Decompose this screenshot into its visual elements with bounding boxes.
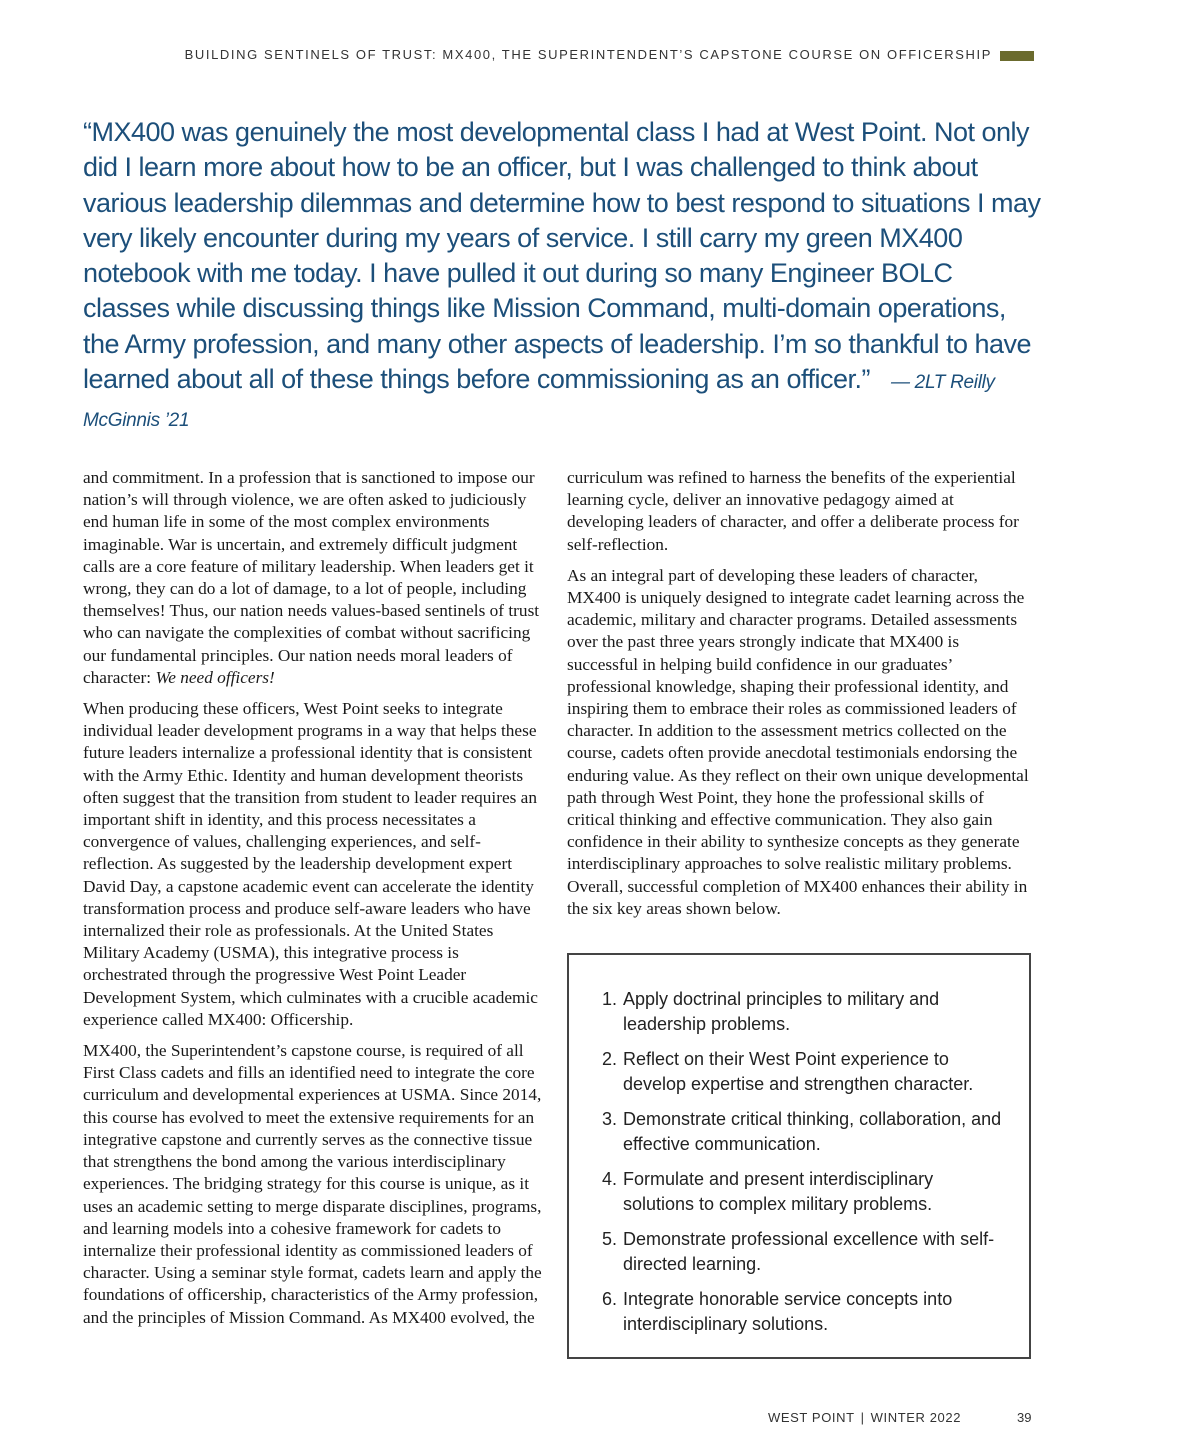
footer (768, 1410, 961, 1425)
running-header: BUILDING SENTINELS OF TRUST: MX400, THE SUPERINTENDENT’S CAPSTONE COURSE ON OFFICERSHIP (184, 47, 992, 62)
list-text: Demonstrate critical thinking, collaboration, and effective communication. (623, 1109, 1002, 1154)
list-number: 5. (602, 1229, 618, 1249)
list-text: Apply doctrinal principles to military and leadership problems. (623, 989, 940, 1034)
list-number: 4. (602, 1169, 618, 1189)
list-text: Demonstrate professional excellence with self-directed learning. (623, 1229, 995, 1274)
list-number: 2. (602, 1049, 618, 1069)
pull-quote-attribution: — 2LT Reilly McGinnis ’21 (83, 372, 995, 432)
body-paragraph: When producing these officers, West Point seeks to integrate individual leader development programs in a way that helps these future leaders internalize a professional identity that is consistent with the Army Ethic. Identity and human development theorists often suggest that the transition from student to leader requires an important shift in identity, and this process necessitates a convergence of values, challenging experiences, and self-reflection. As suggested by the leadership development expert David Day, a capstone academic event can accelerate the identity transformation process and produce self-aware leaders who have internalized their role as professionals. At the United States Military Academy (USMA), this integrative process is orchestrated through the progressive West Point Leader Development System, which culminates with a crucible academic experience called MX400: Officership. (83, 699, 538, 1029)
list-text: Integrate honorable service concepts into interdisciplinary solutions. (623, 1289, 953, 1334)
body-paragraph: curriculum was refined to harness the benefits of the experiential learning cycle, deliver an innovative pedagogy aimed at developing leaders of character, and offer a deliberate process for self-reflection. (567, 468, 1019, 554)
list-item (602, 1167, 1002, 1216)
page-number: 39 (1017, 1410, 1032, 1425)
list-item (602, 1047, 1002, 1096)
emphasis-text: We need officers! (155, 667, 275, 687)
list-number: 1. (602, 989, 618, 1009)
body-text: and commitment. In a profession that is sanctioned to impose our nation’s will through violence, we are often asked to judiciously end human life in some of the most complex environments imaginable. War is uncertain, and extremely difficult judgment calls are a core feature of military leadership. When leaders get it wrong, they can do a lot of damage, to a lot of people, including themselves! Thus, our nation needs values-based sentinels of trust who can navigate the complexities of combat without sacrificing our fundamental principles. Our nation needs moral leaders of character: (83, 468, 540, 687)
list-item (602, 1227, 1002, 1276)
body-paragraph: As an integral part of developing these leaders of character, MX400 is uniquely designed to integrate cadet learning across the academic, military and character programs. Detailed assessments over the past three years strongly indicate that MX400 is successful in helping build confidence in our graduates’ professional knowledge, shaping their professional identity, and inspiring them to embrace their roles as commissioned leaders of character. In addition to the assessment metrics collected on the course, cadets often provide anecdotal testimonials endorsing the enduring value. As they reflect on their own unique developmental path through West Point, they hone the professional skills of critical thinking and effective communication. They also gain confidence in their ability to synthesize concepts as they generate interdisciplinary approaches to solve realistic military problems. Overall, successful completion of MX400 enhances their ability in the six key areas shown below. (567, 565, 1029, 918)
key-areas-box (567, 953, 1031, 1359)
left-column (83, 467, 543, 1338)
list-item (602, 1107, 1002, 1156)
footer-issue: WINTER 2022 (870, 1410, 962, 1425)
footer-publication: WEST POINT (768, 1410, 855, 1425)
key-areas-list (602, 987, 1002, 1347)
body-paragraph (83, 467, 543, 689)
list-item (602, 1287, 1002, 1336)
footer-separator: | (860, 1410, 865, 1425)
list-number: 3. (602, 1109, 618, 1129)
pull-quote (83, 115, 1043, 439)
list-text: Reflect on their West Point experience to develop expertise and strengthen character. (623, 1049, 974, 1094)
pull-quote-text: “MX400 was genuinely the most developmental class I had at West Point. Not only did I learn more about how to be an officer, but I was challenged to think about various leadership dilemmas and determine how to best respond to situations I may very likely encounter during my years of service. I still carry my green MX400 notebook with me today. I have pulled it out during so many Engineer BOLC classes while discussing things like Mission Command, multi-domain operations, the Army profession, and many other aspects of leadership. I’m so thankful to have learned about all of these things before commissioning as an officer.” (83, 117, 1041, 395)
list-item (602, 987, 1002, 1036)
list-number: 6. (602, 1289, 618, 1309)
body-paragraph: MX400, the Superintendent’s capstone course, is required of all First Class cadets and fills an identified need to integrate the core curriculum and developmental experiences at USMA. Since 2014, this course has evolved to meet the extensive requirements for an integrative capstone and currently serves as the connective tissue that strengthens the bond among the various interdisciplinary experiences. The bridging strategy for this course is unique, as it uses an academic setting to merge disparate disciplines, programs, and learning models into a cohesive framework for cadets to internalize their professional identity as commissioned leaders of character. Using a seminar style format, cadets learn and apply the foundations of officership, characteristics of the Army profession, and the principles of Mission Command. As MX400 evolved, the (83, 1041, 542, 1327)
header-accent-bar (1000, 51, 1034, 61)
right-column (567, 467, 1033, 929)
list-text: Formulate and present interdisciplinary solutions to complex military problems. (623, 1169, 934, 1214)
